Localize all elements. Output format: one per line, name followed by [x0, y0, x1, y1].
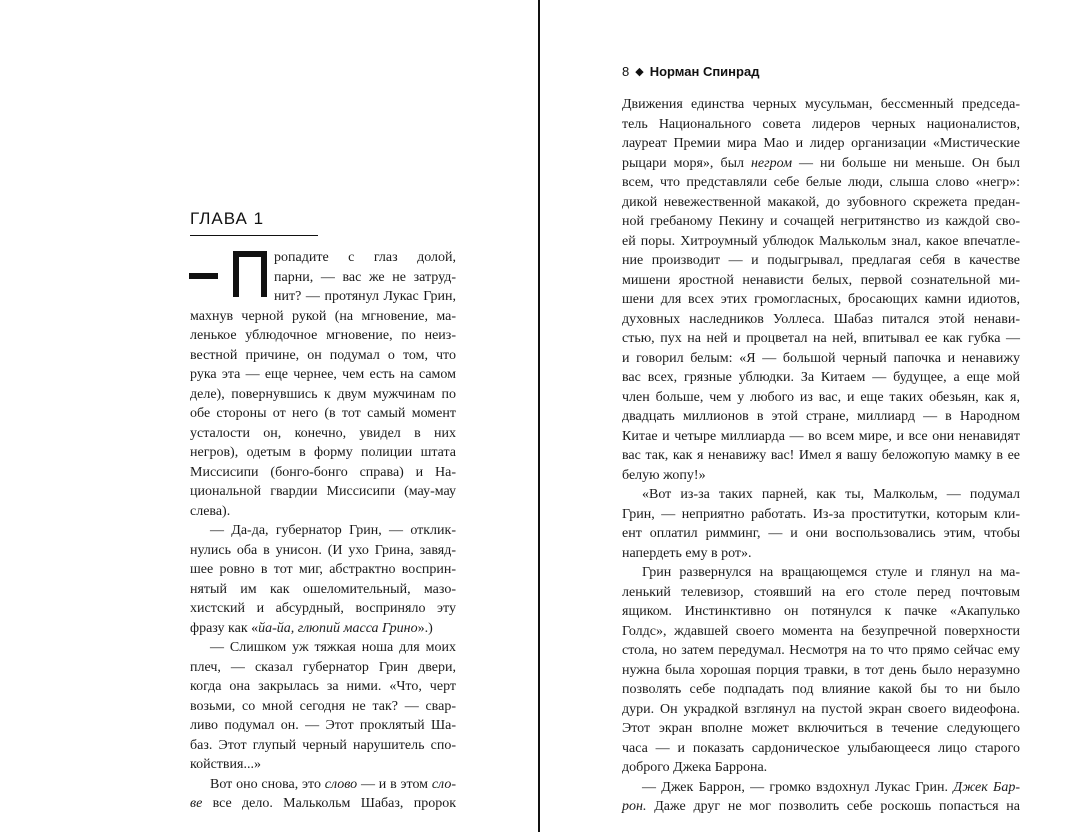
text-line: — Джек Баррон, — громко вздохнул Лукас Грин. Джек Бар- — [642, 779, 1020, 795]
text-line: напердеть ему в рот». — [622, 545, 752, 561]
text-line: — Да-да, губернатор Грин, — отклик- — [210, 523, 456, 538]
text-line: рон. Даже друг не мог позволить себе роскошь попасться на — [622, 799, 1020, 814]
text-line: возьми, со мной сегодня не так? — свар- — [190, 698, 456, 714]
text-line: Китае и четыре миллиарда — во всем мире, и все они ненавидят — [622, 428, 1020, 444]
text-line: Движения единства черных мусульман, бессменный председа- — [622, 97, 1020, 112]
text-line: Вот оно снова, это слово — и в этом сло- — [210, 776, 456, 792]
text-line: вас так, как я ненавижу вас! Имел я вашу беложопую мамку в ее — [622, 448, 1020, 463]
text-line: мишени яростной ненависти белых, первой сознательной ми- — [622, 272, 1020, 288]
text-line: деле), повернувшись к двум мужчинам по — [190, 386, 456, 402]
text-line: ленькое ублюдочное мгновение, по неиз- — [190, 328, 456, 343]
author-name: Норман Спинрад — [649, 64, 760, 79]
text-line: баз. Этот глупый черный нарушитель спо- — [190, 737, 456, 753]
text-line: фразу как «йа-йа, глюпий масса Грино».) — [190, 620, 433, 636]
text-line: слева). — [190, 503, 231, 519]
text-line: махнув черной рукой (на мгновение, ма- — [190, 308, 456, 324]
text-line: парни, — вас же не затруд- — [274, 269, 456, 285]
text-line: ящиком. Инстинктивно он потянулся к пачке «Акапулько — [622, 604, 1020, 619]
text-line: всем, что представляли себе белые люди, слыша слово «негр»: — [622, 175, 1020, 190]
text-line: и говорил белым: «Я — большой черный папочка и ненавижу — [622, 350, 1020, 366]
text-line: вас всех, грязные ублюдки. За Китаем — будущее, а еще мой — [622, 370, 1020, 385]
text-line: позволять себе подпадать под влияние какой бы то ни было — [622, 682, 1020, 697]
text-line: дикой невежественной макакой, до зубовного скрежета предан- — [622, 194, 1020, 210]
text-line: обе стороны от него (в тот самый момент — [190, 406, 456, 421]
text-line: нятый им как ошеломительный, мазо- — [190, 581, 456, 597]
text-line: Миссисипи (бонго-бонго справа) и На- — [190, 464, 456, 480]
text-line: член больше, чем у любого из вас, и еще таких обезьян, как я, — [622, 389, 1020, 405]
chapter-title: ГЛАВА 1 — [190, 209, 265, 228]
text-line: рыцари моря», был негром — ни больше ни меньше. Он был — [622, 155, 1020, 171]
text-line: ние производит — и подыгрывал, предлагая себя в качестве — [622, 253, 1020, 268]
text-line: духовных наследников Уоллеса. Шабаз питался этой ненави- — [622, 311, 1020, 327]
text-line: циональной гвардии Миссисипи (мау-мау — [190, 484, 456, 499]
chapter-title-rule — [190, 235, 318, 236]
text-line: Грин развернулся на вращающемся стуле и глянул на ма- — [642, 565, 1020, 580]
text-line: усталости он, конечно, увидел в них — [190, 425, 456, 441]
text-line: ливо подумал он. — Этот проклятый Ша- — [190, 718, 456, 733]
text-line: рука эта — еще чернее, чем есть на самом — [190, 367, 456, 382]
text-line: ной гребаному Пекину и сочащей негритянство из каждой сво- — [622, 214, 1020, 229]
text-line: ве все дело. Малькольм Шабаз, пророк — [190, 796, 456, 811]
text-line: шее ровно в тот миг, абстрактно восприн- — [190, 562, 456, 577]
text-line: вестной причине, он подумал о том, что — [190, 347, 456, 363]
text-line: шени для всех этих громогласных, бросающих камни идиотов, — [622, 292, 1020, 307]
text-line: хистский и абсурдный, восприняло эту — [190, 601, 456, 616]
text-line: двадцать миллионов в этой стране, миллиард — в Народном — [622, 409, 1020, 424]
right-page-body — [622, 95, 1020, 817]
text-line: нулись оба в унисон. (И ухо Грина, завяд- — [190, 542, 456, 558]
text-line: Голдс», ждавшей своего момента на безупречной поверхности — [622, 623, 1020, 639]
text-line: нит? — протянул Лукас Грин, — [274, 289, 456, 304]
text-line: Этот экран вполне может включиться в течение следующего — [622, 721, 1020, 736]
text-line: ей поры. Хитроумный ублюдок Малькольм знал, какое впечатле- — [622, 233, 1020, 249]
page-number: 8 — [622, 64, 630, 79]
text-line: койствия...» — [190, 757, 261, 772]
text-line: ленький телевизор, стоявший на его столе перед почтовым — [622, 584, 1020, 600]
text-line: «Вот из-за таких парней, как ты, Малкольм, — подумал — [642, 487, 1020, 502]
text-line: дури. Он украдкой взглянул на пустой экран своего видеофона. — [622, 701, 1020, 717]
text-line: стола, но затем передумал. Несмотря на то что прямо сейчас ему — [622, 643, 1020, 658]
spread-divider — [538, 0, 540, 832]
text-line: ропадите с глаз долой, — [274, 250, 456, 265]
running-head — [622, 64, 759, 79]
text-line: тель Национального совета лидеров черных националистов, — [622, 116, 1020, 132]
text-line: плеч, — сказал губернатор Грин двери, — [190, 659, 456, 675]
text-line: нужна была хорошая порция травки, в тот день было неразумно — [622, 662, 1020, 678]
text-line: стью, пух на ней и процветал на ней, впитывал ее как губка — — [622, 331, 1020, 346]
text-line: лауреат Премии мира Мао и лидер организации «Мистические — [622, 136, 1020, 151]
text-line: доброго Джека Баррона. — [622, 760, 768, 775]
text-line: Грин, — неприятно работать. Из-за проститутки, которым кли- — [622, 506, 1020, 522]
text-line: — Слишком уж тяжкая ноша для моих — [210, 640, 456, 655]
diamond-separator: ◆ — [635, 66, 644, 78]
text-line: негров), одетым в форму полиции штата — [190, 445, 456, 460]
left-page-body — [190, 248, 456, 814]
text-line: белую жопу!» — [622, 467, 706, 483]
text-line: ент оплатил римминг, — и они воспользовались этим, чтобы — [622, 526, 1020, 541]
text-line: когда она закрылась за ними. «Что, черт — [190, 679, 456, 694]
text-line: часа — и показать сардоническое улыбающееся лицо старого — [622, 740, 1020, 756]
